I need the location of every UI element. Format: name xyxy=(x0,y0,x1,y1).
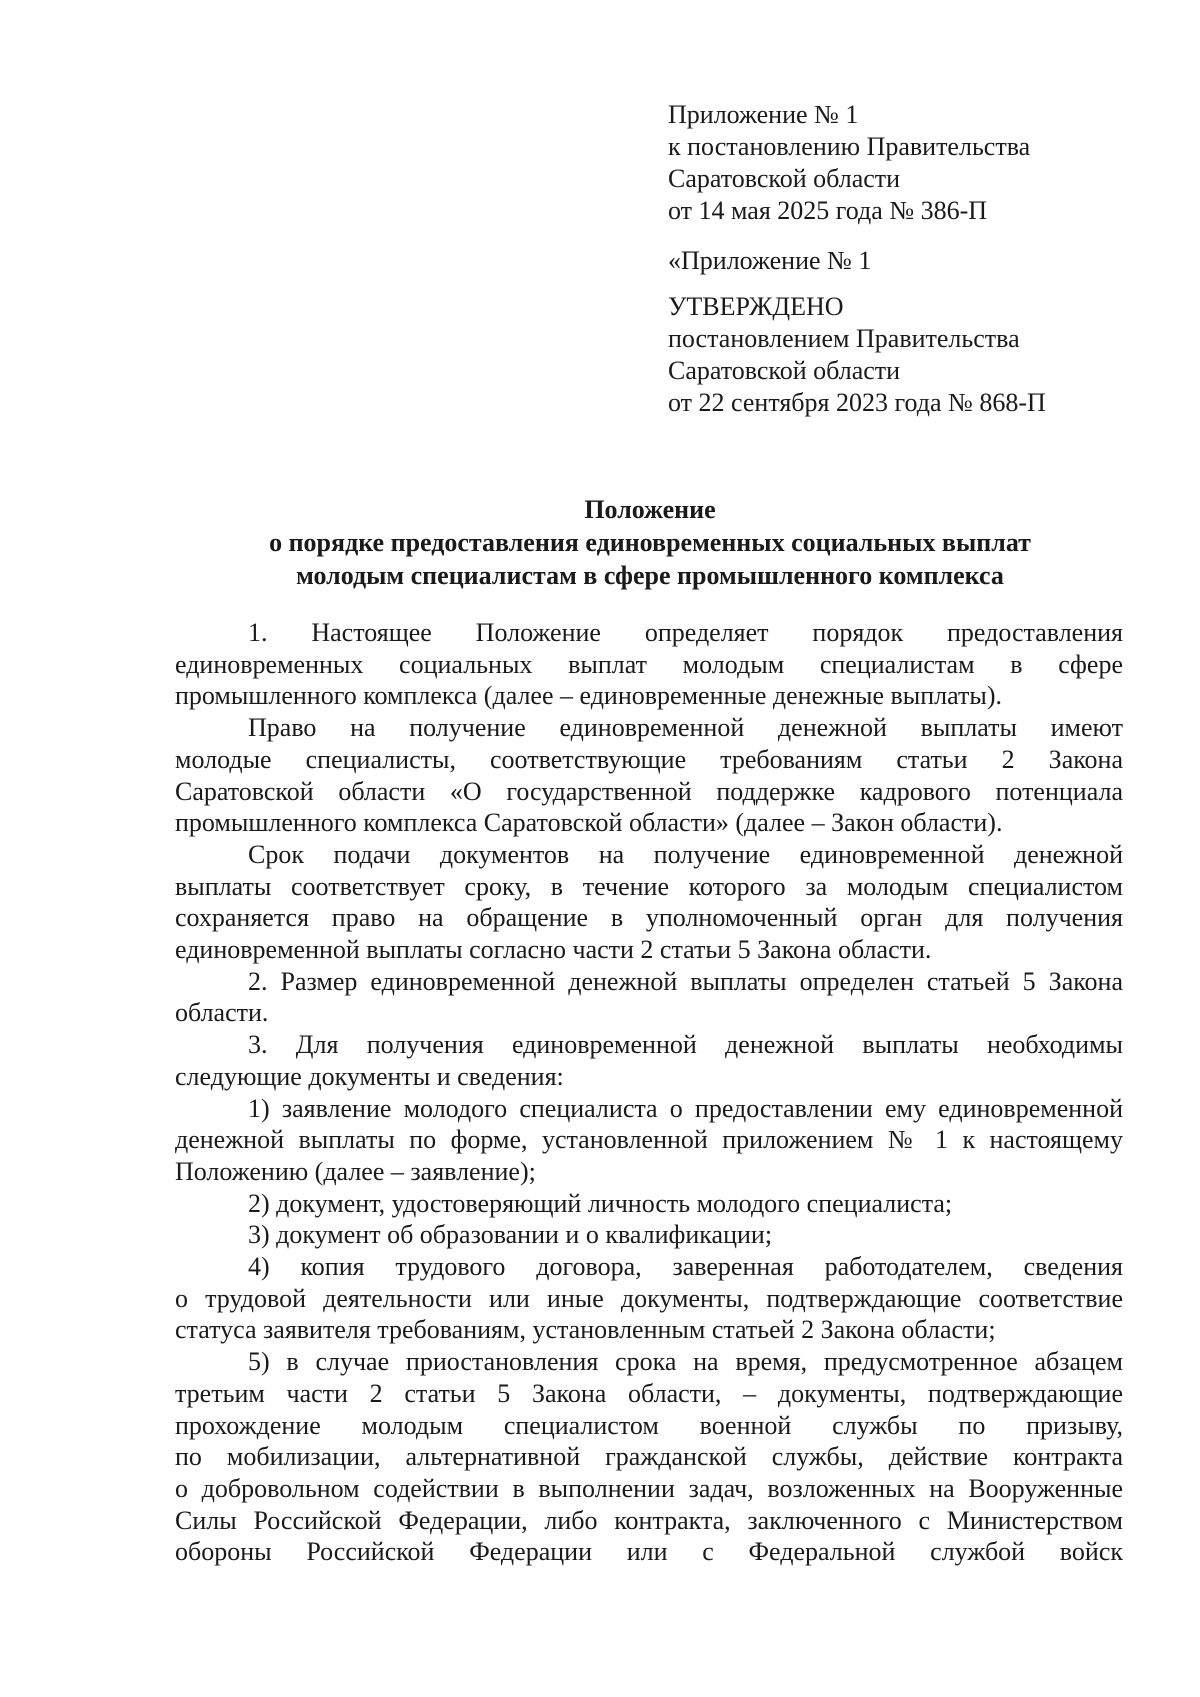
body-line: 4) копия трудового договора, заверенная работодателем, сведения xyxy=(248,1252,1123,1282)
body-line: денежной выплаты по форме, установленной приложением № 1 к настоящему xyxy=(175,1125,1123,1155)
quoted-appendix: «Приложение № 1 xyxy=(668,246,872,275)
body-line: 1) заявление молодого специалиста о предоставлении ему единовременной xyxy=(248,1093,1123,1123)
approved-line: Саратовской области xyxy=(668,356,901,385)
body-line: единовременной выплаты согласно части 2 статьи 5 Закона области. xyxy=(175,935,932,965)
body-line: промышленного комплекса (далее – единовременные денежные выплаты). xyxy=(175,681,1003,711)
body-line: обороны Российской Федерации или с Федеральной службой войск xyxy=(175,1537,1123,1567)
body-paragraph xyxy=(175,1346,1123,1568)
body-line: Право на получение единовременной денежной выплаты имеют xyxy=(248,713,1123,743)
approved-heading: УТВЕРЖДЕНО xyxy=(668,292,844,321)
body-line: о трудовой деятельности или иные документы, подтверждающие соответствие xyxy=(175,1283,1123,1313)
spacer xyxy=(668,277,1148,291)
body-paragraph xyxy=(175,712,1123,839)
body-line: единовременных социальных выплат молодым специалистам в сфере xyxy=(175,649,1123,679)
appendix-line: Саратовской области xyxy=(668,164,901,193)
approved-line: от 22 сентября 2023 года № 868-П xyxy=(668,388,1046,417)
body-line: молодые специалисты, соответствующие требованиям статьи 2 Закона xyxy=(175,744,1123,774)
body-line: 2) документ, удостоверяющий личность молодого специалиста; xyxy=(248,1188,953,1218)
document-title xyxy=(175,493,1125,592)
title-line: Положение xyxy=(584,495,716,524)
body-paragraph xyxy=(175,839,1123,966)
approved-line: постановлением Правительства xyxy=(668,324,1020,353)
body-line: промышленного комплекса Саратовской области» (далее – Закон области). xyxy=(175,808,1003,838)
body-line: о добровольном содействии в выполнении задач, возложенных на Вооруженные xyxy=(175,1473,1123,1503)
spacer xyxy=(668,227,1148,245)
title-line: молодым специалистам в сфере промышленного комплекса xyxy=(296,561,1004,590)
body-line: Силы Российской Федерации, либо контракта, заключенного с Министерством xyxy=(175,1505,1123,1535)
body-line: выплаты соответствует сроку, в течение которого за молодым специалистом xyxy=(175,871,1123,901)
body-paragraph xyxy=(175,617,1123,712)
body-paragraph xyxy=(175,966,1123,1029)
body-line: третьим части 2 статьи 5 Закона области, – документы, подтверждающие xyxy=(175,1378,1123,1408)
body-paragraph xyxy=(175,1219,1123,1251)
appendix-line: от 14 мая 2025 года № 386-П xyxy=(668,196,988,225)
body-line: 2. Размер единовременной денежной выплаты определен статьей 5 Закона xyxy=(248,966,1123,996)
appendix-line: Приложение № 1 xyxy=(668,100,859,129)
body-line: сохраняется право на обращение в уполномоченный орган для получения xyxy=(175,903,1123,933)
document-body xyxy=(175,617,1123,1568)
body-line: 3. Для получения единовременной денежной выплаты необходимы xyxy=(248,1030,1123,1060)
appendix-header xyxy=(668,99,1148,419)
title-line: о порядке предоставления единовременных социальных выплат xyxy=(269,528,1031,557)
body-line: Саратовской области «О государственной поддержке кадрового потенциала xyxy=(175,776,1123,806)
body-line: 5) в случае приостановления срока на время, предусмотренное абзацем xyxy=(248,1347,1123,1377)
body-paragraph xyxy=(175,1029,1123,1092)
body-paragraph xyxy=(175,1251,1123,1346)
body-paragraph xyxy=(175,1188,1123,1220)
body-line: статуса заявителя требованиям, установленным статьей 2 Закона области; xyxy=(175,1315,996,1345)
body-line: по мобилизации, альтернативной гражданской службы, действие контракта xyxy=(175,1442,1123,1472)
appendix-line: к постановлению Правительства xyxy=(668,132,1031,161)
body-paragraph xyxy=(175,1093,1123,1188)
body-line: Положению (далее – заявление); xyxy=(175,1156,536,1186)
body-line: 3) документ об образовании и о квалификации; xyxy=(248,1220,773,1250)
body-line: 1. Настоящее Положение определяет порядок предоставления xyxy=(248,618,1123,647)
body-line: Срок подачи документов на получение единовременной денежной xyxy=(248,839,1123,869)
body-line: области. xyxy=(175,998,269,1028)
body-line: следующие документы и сведения: xyxy=(175,1061,564,1091)
body-line: прохождение молодым специалистом военной службы по призыву, xyxy=(175,1410,1123,1440)
